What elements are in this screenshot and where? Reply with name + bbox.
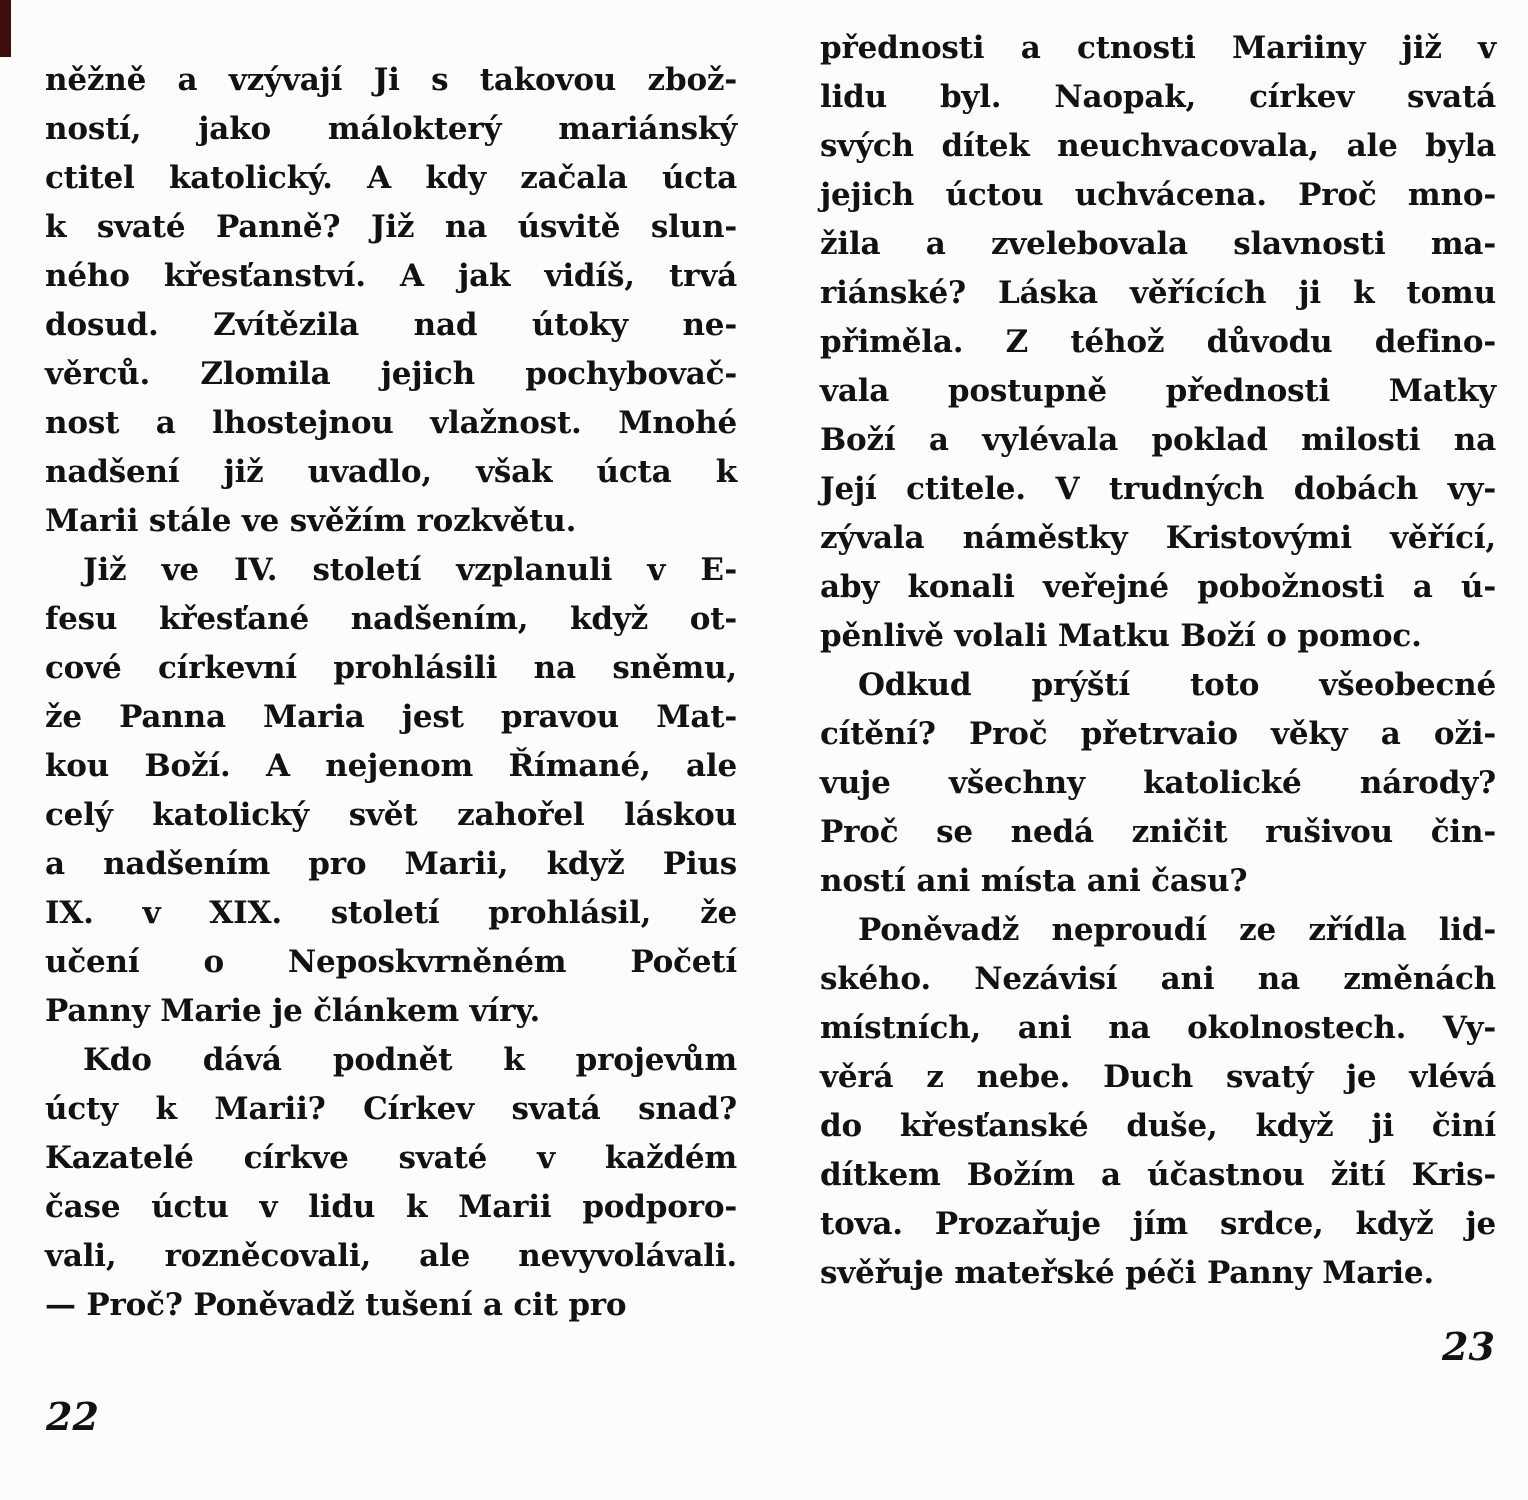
- page-number-right: 23: [1442, 1324, 1495, 1369]
- text-line: čase úctu v lidu k Marii podporo-: [45, 1189, 737, 1225]
- paragraph: [45, 1036, 737, 1330]
- text-line: Poněvadž neproudí ze zřídla lid-: [858, 912, 1496, 948]
- text-line: — Proč? Poněvadž tušení a cit pro: [45, 1287, 627, 1323]
- paragraph: [820, 906, 1496, 1298]
- text-line: přednosti a ctnosti Mariiny již v: [820, 30, 1496, 66]
- text-line: Již ve IV. století vzplanuli v E-: [83, 552, 737, 588]
- text-line: něžně a vzývají Ji s takovou zbož-: [45, 62, 737, 98]
- text-line: místních, ani na okolnostech. Vy-: [820, 1010, 1496, 1046]
- text-line: cítění? Proč přetrvaio věky a oži-: [820, 716, 1496, 752]
- text-line: do křesťanské duše, když ji činí: [820, 1108, 1496, 1144]
- text-line: IX. v XIX. století prohlásil, že: [45, 895, 737, 931]
- text-line: Odkud prýští toto všeobecné: [858, 667, 1496, 703]
- text-line: Boží a vylévala poklad milosti na: [820, 422, 1496, 458]
- text-line: Kazatelé církve svaté v každém: [45, 1140, 737, 1176]
- text-line: dítkem Božím a účastnou žití Kris-: [820, 1157, 1496, 1193]
- text-line: že Panna Maria jest pravou Mat-: [45, 699, 737, 735]
- text-line: vuje všechny katolické národy?: [820, 765, 1496, 801]
- scan-edge-artifact: [0, 0, 11, 57]
- text-line: k svaté Panně? Již na úsvitě slun-: [45, 209, 737, 245]
- paragraph: [45, 546, 737, 1036]
- text-line: zývala náměstky Kristovými věřící,: [820, 520, 1496, 556]
- text-line: žila a zvelebovala slavnosti ma-: [820, 226, 1496, 262]
- text-line: ctitel katolický. A kdy začala úcta: [45, 160, 737, 196]
- text-line: vali, rozněcovali, ale nevyvolávali.: [45, 1238, 737, 1274]
- text-line: jejich úctou uchvácena. Proč mno-: [820, 177, 1496, 213]
- text-line: Její ctitele. V trudných dobách vy-: [820, 471, 1496, 507]
- text-line: celý katolický svět zahořel láskou: [45, 797, 737, 833]
- left-page-text-column: [45, 56, 737, 1330]
- text-line: Marii stále ve svěžím rozkvětu.: [45, 503, 577, 539]
- paragraph: [45, 56, 737, 546]
- text-line: přiměla. Z téhož důvodu defino-: [820, 324, 1496, 360]
- page-number-left: 22: [46, 1394, 99, 1439]
- text-line: věrců. Zlomila jejich pochybovač-: [45, 356, 737, 392]
- text-line: ského. Nezávisí ani na změnách: [820, 961, 1496, 997]
- paragraph: [820, 24, 1496, 661]
- text-line: ností, jako málokterý mariánský: [45, 111, 737, 147]
- text-line: nost a lhostejnou vlažnost. Mnohé: [45, 405, 737, 441]
- text-line: Proč se nedá zničit rušivou čin-: [820, 814, 1496, 850]
- text-line: a nadšením pro Marii, když Pius: [45, 846, 737, 882]
- text-line: riánské? Láska věřících ji k tomu: [820, 275, 1496, 311]
- text-line: Panny Marie je článkem víry.: [45, 993, 541, 1029]
- text-line: vala postupně přednosti Matky: [820, 373, 1496, 409]
- text-line: svých dítek neuchvacovala, ale byla: [820, 128, 1496, 164]
- text-line: lidu byl. Naopak, církev svatá: [820, 79, 1496, 115]
- text-line: úcty k Marii? Církev svatá snad?: [45, 1091, 737, 1127]
- text-line: ností ani místa ani času?: [820, 863, 1248, 899]
- right-page-text-column: [820, 24, 1496, 1298]
- text-line: tova. Prozařuje jím srdce, když je: [820, 1206, 1496, 1242]
- text-line: kou Boží. A nejenom Římané, ale: [45, 748, 737, 784]
- text-line: nadšení již uvadlo, však úcta k: [45, 454, 737, 490]
- text-line: věrá z nebe. Duch svatý je vlévá: [820, 1059, 1496, 1095]
- paragraph: [820, 661, 1496, 906]
- text-line: aby konali veřejné pobožnosti a ú-: [820, 569, 1496, 605]
- text-line: dosud. Zvítězila nad útoky ne-: [45, 307, 737, 343]
- text-line: svěřuje mateřské péči Panny Marie.: [820, 1255, 1435, 1291]
- text-line: Kdo dává podnět k projevům: [83, 1042, 737, 1078]
- text-line: pěnlivě volali Matku Boží o pomoc.: [820, 618, 1422, 654]
- text-line: fesu křesťané nadšením, když ot-: [45, 601, 737, 637]
- text-line: cové církevní prohlásili na sněmu,: [45, 650, 737, 686]
- text-line: ného křesťanství. A jak vidíš, trvá: [45, 258, 737, 294]
- text-line: učení o Neposkvrněném Početí: [45, 944, 737, 980]
